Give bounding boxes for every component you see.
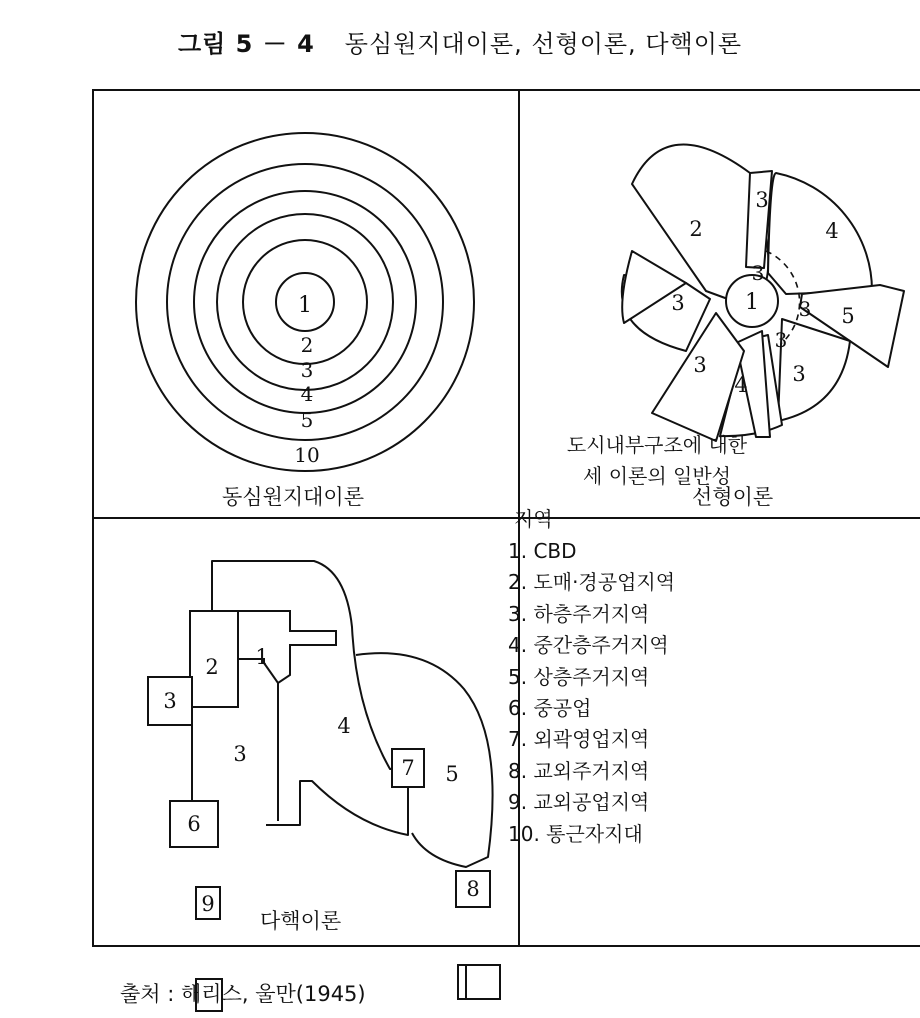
nuclei-label-8: 8	[466, 877, 480, 901]
legend-heading	[482, 430, 832, 492]
legend-item: 8. 교외주거지역	[508, 758, 650, 783]
nuclei-label-3-area: 3	[233, 742, 247, 766]
legend-item: 2. 도매·경공업지역	[508, 570, 676, 595]
concentric-label-5: 5	[300, 408, 314, 432]
concentric-caption: 동심원지대이론	[222, 485, 365, 509]
figure-title	[0, 24, 920, 59]
concentric-label-1: 1	[298, 293, 312, 318]
legend-subheading: 지역	[514, 507, 553, 531]
sector-caption: 선형이론	[692, 485, 774, 509]
sector-label-1: 1	[745, 290, 759, 315]
nuclei-label-1: 1	[255, 645, 269, 669]
figure-number: 그림 5 － 4	[177, 30, 315, 58]
sector-label-4-top: 4	[825, 219, 839, 243]
source-citation: 출처 : 해리스, 울만(1945)	[120, 982, 366, 1006]
multiple-nuclei-caption: 다핵이론	[260, 909, 342, 933]
sector-label-3-top: 3	[755, 188, 769, 212]
sector-label-2-top: 2	[689, 217, 703, 241]
legend-item: 10. 통근자지대	[508, 821, 643, 846]
sector-label-2-sw: 3	[693, 353, 707, 377]
nuclei-label-6: 6	[187, 812, 201, 836]
sector-label-4-bottom: 3	[792, 362, 806, 386]
figure-title-text: 동심원지대이론, 선형이론, 다핵이론	[344, 30, 743, 58]
sector-label-3-east: 3	[798, 297, 812, 321]
legend-heading-line1: 도시내부구조에 대한	[566, 433, 748, 457]
sector-label-5: 5	[841, 304, 855, 328]
legend-heading-line2: 세 이론의 일반성	[583, 464, 731, 488]
concentric-zone-diagram	[94, 91, 518, 517]
nuclei-label-5: 5	[445, 762, 459, 786]
legend-item: 6. 중공업	[508, 696, 592, 721]
sector-label-3-bottom: 4	[734, 373, 748, 397]
nuclei-label-4: 4	[337, 714, 351, 738]
legend-item: 1. CBD	[508, 539, 577, 563]
concentric-label-10: 10	[294, 443, 320, 467]
legend-item: 7. 외곽영업지역	[508, 727, 650, 752]
sector-label-3-inner: 3	[751, 261, 765, 285]
nuclei-label-2: 2	[205, 655, 219, 679]
legend-item: 3. 하층주거지역	[508, 601, 650, 626]
sector-label-3-west: 3	[671, 291, 685, 315]
legend-item: 4. 중간층주거지역	[508, 633, 669, 658]
concentric-label-2: 2	[300, 333, 314, 357]
legend-item: 5. 상층주거지역	[508, 664, 650, 689]
nuclei-overlay	[94, 519, 516, 945]
nuclei-label-1: 1	[255, 738, 269, 762]
legend-item: 9. 교외공업지역	[508, 790, 650, 815]
legend-list	[508, 536, 832, 850]
nuclei-label-7: 7	[401, 756, 415, 780]
nuclei-label-9: 9	[201, 892, 215, 916]
nuclei-label-3-box: 3	[163, 689, 177, 713]
concentric-label-4: 4	[300, 382, 314, 406]
zone-legend	[502, 426, 832, 850]
concentric-label-3: 3	[300, 358, 314, 382]
sector-label-3-se: 3	[774, 328, 788, 352]
